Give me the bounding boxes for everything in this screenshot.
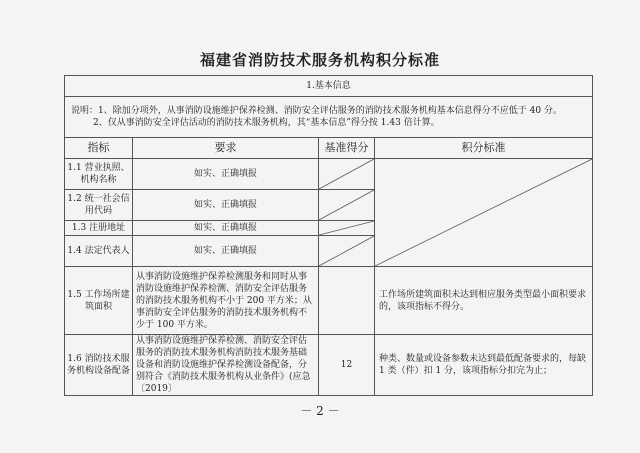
page-number: － 2 － [300, 404, 340, 418]
row-indicator: 1.3 注册地址 [65, 221, 133, 236]
header-row [65, 138, 593, 159]
score-cell-empty [319, 159, 375, 190]
diagonal-line [319, 221, 374, 235]
criteria-cell-empty [375, 159, 593, 267]
row-base-score [319, 267, 375, 335]
document-title: 福建省消防技术服务机构积分标准 [199, 51, 440, 69]
diagonal-line [319, 159, 374, 189]
row-requirement: 从事消防设施维护保养检测、消防安全评估服务的消防技术服务机构消防技术服务基础设备和消防设施维护保养检测设备配备，分别符合《消防技术服务机构从业条件》(应急〔2019〕 [133, 335, 319, 396]
row-criteria: 工作场所建筑面积未达到相应服务类型最小面积要求的，该项指标不得分。 [375, 267, 593, 335]
row-indicator: 1.5 工作场所建筑面积 [65, 267, 133, 335]
row-requirement: 如实、正确填报 [133, 190, 319, 221]
header-requirement: 要求 [133, 138, 319, 159]
header-base-score: 基准得分 [319, 138, 375, 159]
row-requirement: 如实、正确填报 [133, 159, 319, 190]
note-line-1: 说明：1、除加分项外，从事消防设施维护保养检测、消防安全评估服务的消防技术服务机构基本信息得分不应低于 40 分。 [71, 106, 562, 116]
row-criteria: 种类、数量或设备参数未达到最低配备要求的，每缺 1 类（件）扣 1 分，该项指标分扣完为止； [375, 335, 593, 396]
diagonal-line [319, 236, 374, 266]
diagonal-line [375, 159, 592, 266]
row-requirement: 如实、正确填报 [133, 221, 319, 236]
score-cell-empty [319, 190, 375, 221]
table-row [65, 159, 593, 190]
score-cell-empty [319, 221, 375, 236]
note-line-2: 2、仅从事消防安全评估活动的消防技术服务机构，其“基本信息”得分按 1.43 倍计算。 [93, 118, 440, 128]
score-cell-empty [319, 236, 375, 267]
row-requirement: 从事消防设施维护保养检测服务和同时从事消防设施维护保养检测、消防安全评估服务的消防技术服务机构不小于 200 平方米；从事消防安全评估服务的消防技术服务机构不少于 100 平方米。 [133, 267, 319, 335]
row-indicator: 1.4 法定代表人 [65, 236, 133, 267]
table-row [65, 267, 593, 335]
row-indicator: 1.1 营业执照、机构名称 [65, 159, 133, 190]
section-title: 1.基本信息 [65, 76, 593, 97]
scoring-table [64, 75, 593, 396]
diagonal-line [319, 190, 374, 220]
header-indicator: 指标 [65, 138, 133, 159]
row-base-score: 12 [319, 335, 375, 396]
header-criteria: 积分标准 [375, 138, 593, 159]
row-requirement: 如实、正确填报 [133, 236, 319, 267]
table-row [65, 335, 593, 396]
row-indicator: 1.6 消防技术服务机构设备配备 [65, 335, 133, 396]
row-indicator: 1.2 统一社会信用代码 [65, 190, 133, 221]
notes-cell [65, 97, 593, 138]
